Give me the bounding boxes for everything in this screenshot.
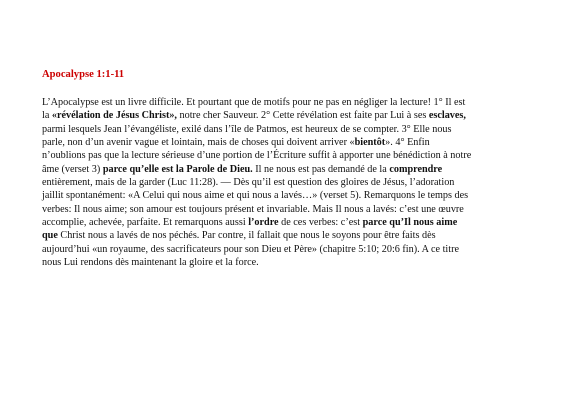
text-line	[42, 189, 542, 202]
bold-text-run: parce qu’Il nous aime	[362, 217, 458, 229]
bold-text-run: que	[42, 230, 58, 242]
text-run: entièrement, mais de la garder (Luc 11:28). — Dès qu’il est question des gloires de Jésus, l’adoration	[42, 177, 455, 189]
text-line	[42, 163, 542, 176]
text-run: parle, non d’un avenir vague et lointain, mais de choses qui doivent arriver «	[42, 137, 355, 149]
text-run: n’oublions pas que la lecture sérieuse d’une portion de l’Écriture suffit à apporter une bénédiction à notre	[42, 150, 472, 162]
text-line	[42, 229, 542, 242]
text-line	[42, 109, 542, 122]
text-line	[42, 176, 542, 189]
text-run: parmi lesquels Jean l’évangéliste, exilé dans l’île de Patmos, est heureux de se compter. 3° Elle nous	[42, 123, 452, 135]
text-run: Il ne nous est pas demandé de la	[252, 163, 390, 175]
text-line	[42, 243, 542, 256]
text-run: aujourd’hui «un royaume, des sacrificateurs pour son Dieu et Père» (chapitre 5:10; 20:6 fin). A ce titre	[42, 243, 459, 255]
text-line	[42, 123, 542, 136]
bold-text-run: «révélation de Jésus Christ»,	[51, 110, 177, 122]
body-paragraph	[42, 96, 542, 269]
text-run: âme (verset 3)	[42, 163, 103, 175]
page-title: Apocalypse 1:1-11	[42, 69, 125, 80]
bold-text-run: bientôt	[354, 137, 386, 149]
text-run: ». 4° Enfin	[385, 137, 430, 149]
text-run: jaillit spontanément: «A Celui qui nous aime et qui nous a lavés…» (verset 5). Remarquons le temps des	[42, 190, 469, 202]
text-line	[42, 256, 542, 269]
text-run: la	[42, 110, 52, 122]
text-run: accomplie, achevée, parfaite. Et remarquons aussi	[42, 217, 249, 229]
bold-text-run: comprendre	[389, 163, 443, 175]
text-run: Christ nous a lavés de nos péchés. Par contre, il fallait que nous le soyons pour être faits dès	[57, 230, 436, 242]
text-line	[42, 96, 542, 109]
text-line	[42, 149, 542, 162]
text-run: nous Lui rendons dès maintenant la gloire et la force.	[42, 257, 259, 269]
text-run: verbes: Il nous aime; son amour est toujours présent et invariable. Mais Il nous a lavés: c’est une œuvre	[42, 203, 464, 215]
bold-text-run: l’ordre	[248, 217, 279, 229]
text-line	[42, 203, 542, 216]
bold-text-run: parce qu’elle est la Parole de Dieu.	[102, 163, 253, 175]
text-line	[42, 136, 542, 149]
text-run: L’Apocalypse est un livre difficile. Et pourtant que de motifs pour ne pas en négliger la lecture! 1° Il est	[42, 97, 466, 108]
text-run: notre cher Sauveur. 2° Cette révélation est faite par Lui à ses	[176, 110, 429, 122]
bold-text-run: esclaves,	[428, 110, 466, 122]
text-line	[42, 216, 542, 229]
text-run: de ces verbes: c’est	[278, 217, 363, 229]
